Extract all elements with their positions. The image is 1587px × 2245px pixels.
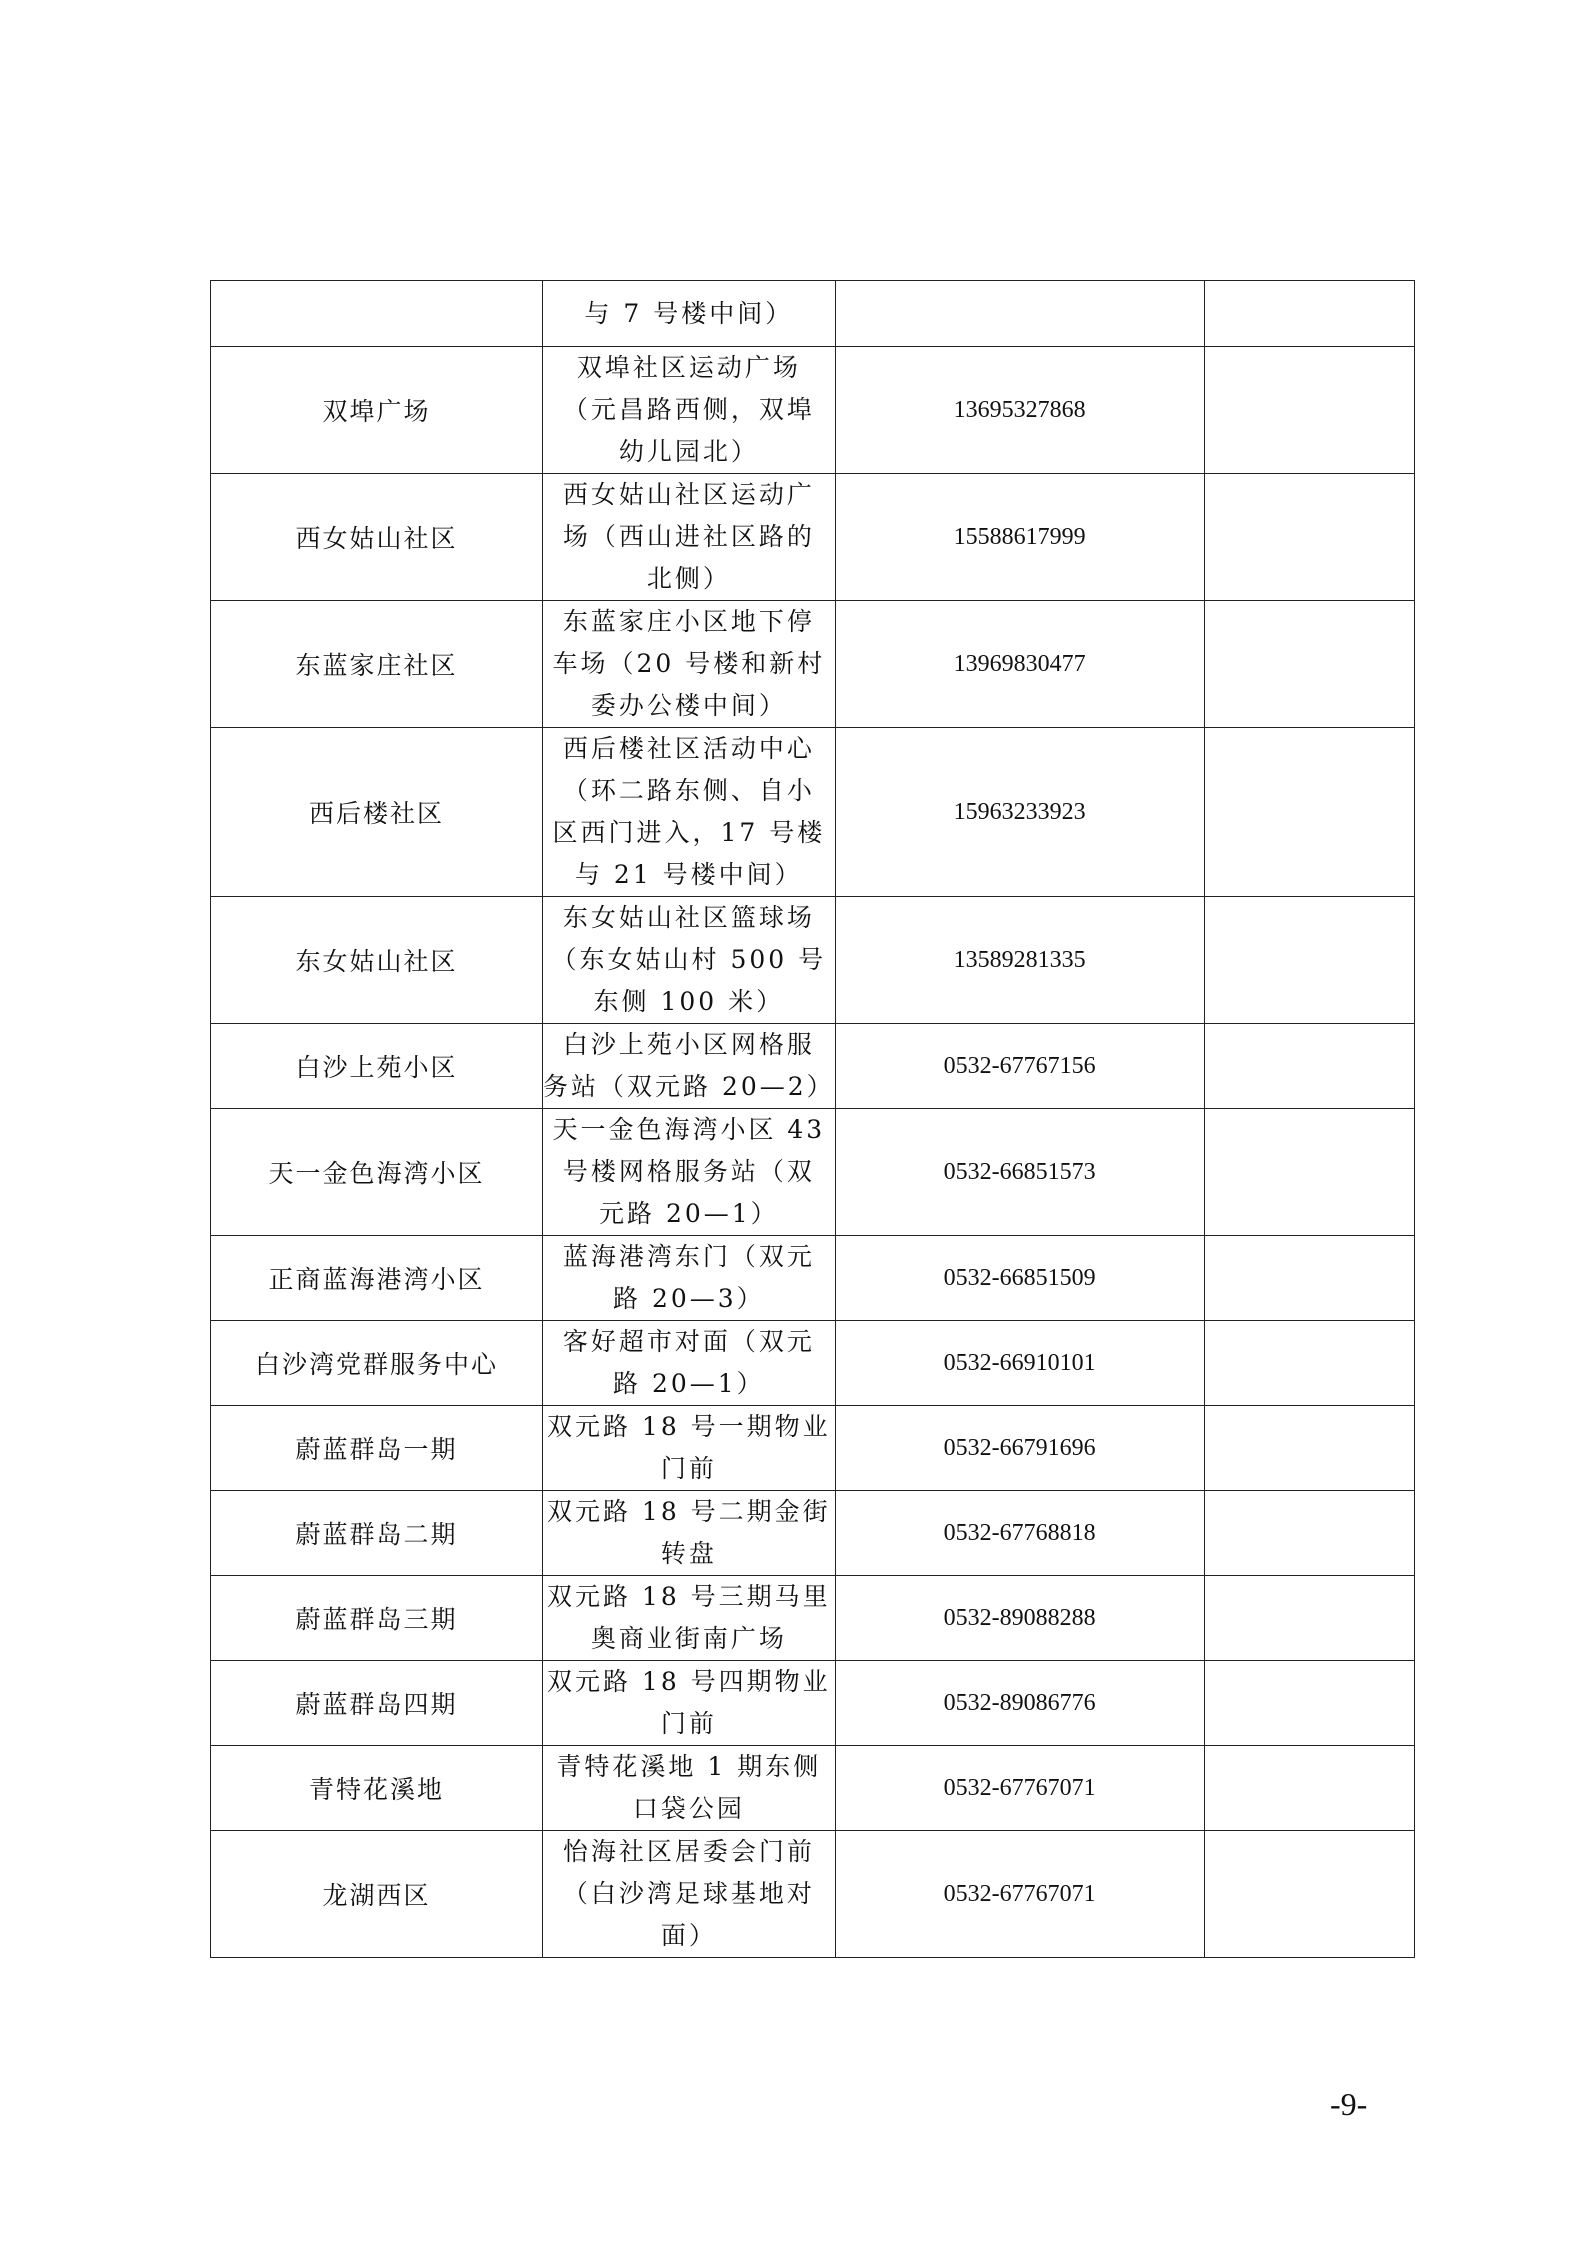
address-line: 北侧）	[646, 564, 731, 593]
address-line: 东女姑山社区篮球场	[562, 903, 815, 932]
address-line: 口袋公园	[632, 1794, 745, 1823]
note-cell	[1204, 1321, 1414, 1406]
note-cell	[1204, 281, 1414, 347]
table-row	[211, 1661, 1415, 1746]
address-line: 双元路 18 号一期物业	[546, 1412, 831, 1441]
address-cell	[543, 1746, 836, 1831]
page-number: -9-	[1330, 2086, 1368, 2122]
note-cell	[1204, 601, 1414, 728]
address-line: 路 20—1）	[613, 1369, 765, 1398]
table-row	[211, 1321, 1415, 1406]
site-name-cell: 蔚蓝群岛四期	[211, 1661, 543, 1746]
table-row	[211, 474, 1415, 601]
note-cell	[1204, 347, 1414, 474]
address-line: 转盘	[660, 1539, 717, 1568]
address-line: 双埠社区运动广场	[576, 353, 801, 382]
table-row	[211, 347, 1415, 474]
address-line: （白沙湾足球基地对	[562, 1879, 815, 1908]
phone-cell: 0532-67767071	[835, 1831, 1204, 1958]
address-cell	[543, 601, 836, 728]
address-line: 车场（20 号楼和新村	[552, 649, 826, 678]
phone-cell: 15588617999	[835, 474, 1204, 601]
phone-cell: 13695327868	[835, 347, 1204, 474]
table-row	[211, 601, 1415, 728]
site-name-cell: 正商蓝海港湾小区	[211, 1236, 543, 1321]
address-line: 东侧 100 米）	[593, 987, 785, 1016]
site-name-cell: 白沙上苑小区	[211, 1024, 543, 1109]
table-row	[211, 1024, 1415, 1109]
address-line: 客好超市对面（双元	[562, 1327, 815, 1356]
location-table	[210, 280, 1415, 1958]
address-cell	[543, 728, 836, 897]
address-cell	[543, 1491, 836, 1576]
table-row	[211, 1831, 1415, 1958]
address-line: 与 7 号楼中间）	[584, 298, 794, 328]
address-cell	[543, 1321, 836, 1406]
phone-cell	[835, 281, 1204, 347]
note-cell	[1204, 1661, 1414, 1746]
site-name-cell: 西后楼社区	[211, 728, 543, 897]
address-line: 双元路 18 号三期马里	[546, 1582, 831, 1611]
site-name-cell: 蔚蓝群岛二期	[211, 1491, 543, 1576]
note-cell	[1204, 1236, 1414, 1321]
address-line: 东蓝家庄小区地下停	[562, 607, 815, 636]
phone-cell: 0532-66791696	[835, 1406, 1204, 1491]
table-row	[211, 1491, 1415, 1576]
note-cell	[1204, 1576, 1414, 1661]
address-line: 双元路 18 号二期金街	[546, 1497, 831, 1526]
address-line: 青特花溪地 1 期东侧	[556, 1752, 822, 1781]
address-line: 怡海社区居委会门前	[562, 1837, 815, 1866]
phone-cell: 0532-67767071	[835, 1746, 1204, 1831]
address-line: （东女姑山村 500 号	[551, 945, 827, 974]
phone-cell: 0532-66851509	[835, 1236, 1204, 1321]
note-cell	[1204, 897, 1414, 1024]
table-row	[211, 1236, 1415, 1321]
address-line: 幼儿园北）	[618, 437, 759, 466]
phone-cell: 15963233923	[835, 728, 1204, 897]
address-line: 与 21 号楼中间）	[574, 860, 803, 889]
table-row	[211, 1109, 1415, 1236]
site-name-cell	[211, 281, 543, 347]
site-name-cell: 天一金色海湾小区	[211, 1109, 543, 1236]
phone-cell: 0532-66910101	[835, 1321, 1204, 1406]
address-cell	[543, 281, 836, 347]
address-cell	[543, 1576, 836, 1661]
address-cell	[543, 1831, 836, 1958]
address-cell	[543, 1024, 836, 1109]
address-line: 西女姑山社区运动广	[562, 480, 815, 509]
note-cell	[1204, 728, 1414, 897]
phone-cell: 0532-66851573	[835, 1109, 1204, 1236]
site-name-cell: 白沙湾党群服务中心	[211, 1321, 543, 1406]
address-line: 西后楼社区活动中心	[562, 734, 815, 763]
address-line: 务站（双元路 20—2）	[543, 1072, 835, 1101]
note-cell	[1204, 1831, 1414, 1958]
address-line: 奥商业街南广场	[590, 1624, 787, 1653]
address-line: 区西门进入，17 号楼	[552, 818, 826, 847]
site-name-cell: 蔚蓝群岛三期	[211, 1576, 543, 1661]
site-name-cell: 青特花溪地	[211, 1746, 543, 1831]
address-line: 门前	[660, 1709, 717, 1738]
note-cell	[1204, 1491, 1414, 1576]
address-cell	[543, 897, 836, 1024]
note-cell	[1204, 474, 1414, 601]
address-line: （元昌路西侧，双埠	[562, 395, 815, 424]
address-cell	[543, 1109, 836, 1236]
address-line: 场（西山进社区路的	[562, 522, 815, 551]
table-row	[211, 1746, 1415, 1831]
address-cell	[543, 1236, 836, 1321]
note-cell	[1204, 1406, 1414, 1491]
address-cell	[543, 1406, 836, 1491]
site-name-cell: 龙湖西区	[211, 1831, 543, 1958]
table-row	[211, 281, 1415, 347]
phone-cell: 13589281335	[835, 897, 1204, 1024]
site-name-cell: 蔚蓝群岛一期	[211, 1406, 543, 1491]
address-line: 元路 20—1）	[599, 1199, 779, 1228]
note-cell	[1204, 1024, 1414, 1109]
note-cell	[1204, 1746, 1414, 1831]
address-line: 天一金色海湾小区 43	[552, 1115, 826, 1144]
address-line: 号楼网格服务站（双	[562, 1157, 815, 1186]
address-line: 门前	[660, 1454, 717, 1483]
phone-cell: 0532-89088288	[835, 1576, 1204, 1661]
address-cell	[543, 474, 836, 601]
phone-cell: 0532-67768818	[835, 1491, 1204, 1576]
phone-cell: 0532-89086776	[835, 1661, 1204, 1746]
address-line: 蓝海港湾东门（双元	[562, 1242, 815, 1271]
address-cell	[543, 1661, 836, 1746]
table-row	[211, 1406, 1415, 1491]
site-name-cell: 东蓝家庄社区	[211, 601, 543, 728]
site-name-cell: 西女姑山社区	[211, 474, 543, 601]
address-line: 白沙上苑小区网格服	[562, 1030, 815, 1059]
table-row	[211, 1576, 1415, 1661]
table-body	[211, 281, 1415, 1958]
address-cell	[543, 347, 836, 474]
note-cell	[1204, 1109, 1414, 1236]
phone-cell: 13969830477	[835, 601, 1204, 728]
site-name-cell: 双埠广场	[211, 347, 543, 474]
address-line: 面）	[660, 1921, 717, 1950]
address-line: （环二路东侧、自小	[562, 776, 815, 805]
phone-cell: 0532-67767156	[835, 1024, 1204, 1109]
address-line: 双元路 18 号四期物业	[546, 1667, 831, 1696]
site-name-cell: 东女姑山社区	[211, 897, 543, 1024]
table-row	[211, 897, 1415, 1024]
address-line: 委办公楼中间）	[590, 691, 787, 720]
table-row	[211, 728, 1415, 897]
address-line: 路 20—3）	[613, 1284, 765, 1313]
